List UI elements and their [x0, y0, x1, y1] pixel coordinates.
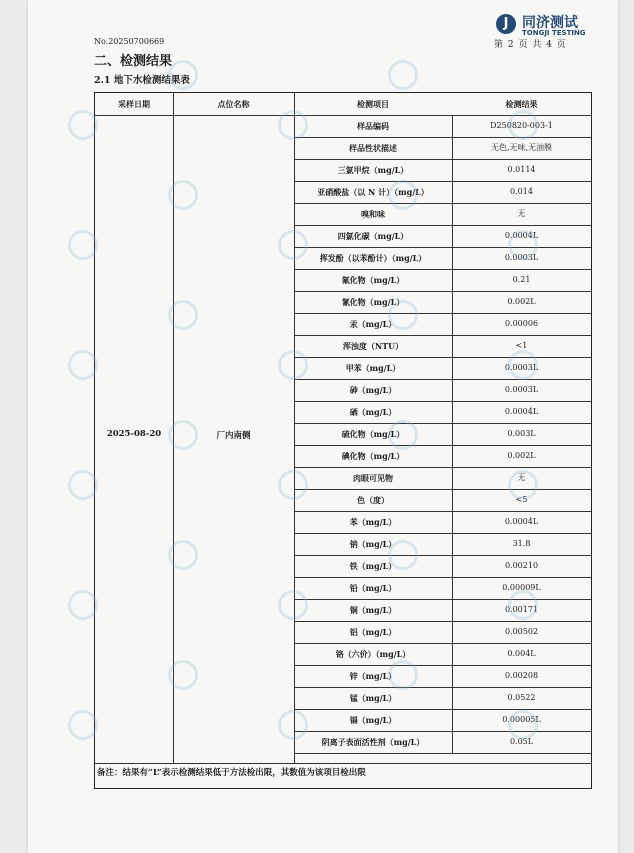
table-row: [294, 731, 591, 754]
seal-watermark-icon: [388, 180, 418, 210]
table-row: [294, 379, 591, 402]
test-result-cell: D250820-003-1: [490, 121, 553, 130]
seal-watermark-icon: [68, 470, 98, 500]
test-result-cell: 0.0114: [507, 165, 536, 174]
test-result-cell: 0.0004L: [504, 517, 539, 526]
test-result-cell: 0.0004L: [504, 407, 539, 416]
table-row: [294, 489, 591, 512]
test-result-cell: 0.00208: [504, 671, 539, 680]
test-item-cell: 铬（六价）（mg/L）: [335, 649, 411, 659]
test-result-cell: 0.05L: [509, 737, 534, 746]
test-item-cell: 铅（mg/L）: [349, 583, 397, 593]
seal-watermark-icon: [68, 230, 98, 260]
seal-watermark-icon: [508, 710, 538, 740]
test-result-cell: 0.004L: [507, 649, 536, 658]
test-result-cell: 0.00210: [504, 561, 539, 570]
test-result-cell: 0.0003L: [504, 385, 539, 394]
note-divider: [95, 763, 591, 764]
table-row: [294, 555, 591, 578]
test-item-cell: 样品性状描述: [349, 143, 397, 153]
document-page: [28, 0, 618, 853]
table-row: [294, 621, 591, 644]
seal-watermark-icon: [68, 350, 98, 380]
seal-watermark-icon: [508, 590, 538, 620]
test-item-cell: 亚硝酸盐（以 N 计）（mg/L）: [317, 187, 429, 197]
test-item-cell: 铁（mg/L）: [349, 561, 397, 571]
table-title: 2.1 地下水检测结果表: [94, 75, 190, 86]
test-item-cell: 浑浊度（NTU）: [342, 341, 404, 351]
test-item-cell: 铜（mg/L）: [349, 605, 397, 615]
seal-watermark-icon: [388, 660, 418, 690]
company-logo: [496, 10, 626, 40]
test-result-cell: 0.00171: [504, 605, 539, 614]
table-row: [294, 291, 591, 314]
table-row: [294, 269, 591, 292]
test-item-cell: 四氯化碳（mg/L）: [337, 231, 409, 241]
table-row: [294, 203, 591, 226]
test-result-cell: 0.0003L: [504, 253, 539, 262]
test-item-cell: 镉（mg/L）: [349, 715, 397, 725]
test-item-cell: 砷（mg/L）: [349, 385, 397, 395]
seal-watermark-icon: [508, 230, 538, 260]
seal-watermark-icon: [168, 660, 198, 690]
test-result-cell: 无色,无味,无油膜: [490, 143, 553, 152]
test-result-cell: 0.00009L: [502, 583, 541, 592]
table-row: [294, 709, 591, 732]
test-result-cell: 0.003L: [507, 429, 536, 438]
test-item-cell: 嗅和味: [361, 209, 385, 219]
table-note: 备注：结果有“L”表示检测结果低于方法检出限，其数值为该项目检出限: [97, 768, 366, 778]
sample-date: 2025-08-20: [106, 429, 162, 439]
table-row: [294, 445, 591, 468]
header-site-name: 点位名称: [217, 99, 250, 109]
seal-watermark-icon: [388, 420, 418, 450]
section-title: 二、检测结果: [94, 54, 173, 69]
test-result-cell: 0.21: [512, 275, 531, 284]
header-test-result: 检测结果: [505, 99, 538, 109]
logo-chinese-text: 同济测试: [522, 15, 578, 31]
test-item-cell: 氰化物（mg/L）: [341, 297, 405, 307]
seal-watermark-icon: [168, 540, 198, 570]
table-row: [294, 643, 591, 666]
header-test-item: 检测项目: [357, 99, 389, 109]
seal-watermark-icon: [68, 710, 98, 740]
seal-watermark-icon: [388, 540, 418, 570]
test-result-cell: 0.0003L: [504, 363, 539, 372]
test-item-cell: 铝（mg/L）: [349, 627, 397, 637]
table-row: [294, 181, 591, 204]
seal-watermark-icon: [68, 590, 98, 620]
table-row: [294, 511, 591, 534]
table-row: [294, 335, 591, 358]
table-row: [294, 687, 591, 710]
test-item-cell: 样品编码: [357, 121, 389, 131]
test-result-cell: 0.00006: [504, 319, 539, 328]
test-result-cell: 0.014: [510, 187, 533, 196]
test-item-cell: 碘化物（mg/L）: [341, 451, 405, 461]
table-row: [294, 599, 591, 622]
seal-watermark-icon: [168, 420, 198, 450]
header-sample-date: 采样日期: [118, 99, 150, 109]
seal-watermark-icon: [278, 470, 308, 500]
table-row: [294, 115, 591, 138]
test-result-cell: 0.002L: [507, 297, 536, 306]
seal-watermark-icon: [168, 300, 198, 330]
seal-watermark-icon: [278, 350, 308, 380]
table-row: [294, 533, 591, 556]
seal-watermark-icon: [278, 710, 308, 740]
seal-watermark-icon: [388, 300, 418, 330]
document-number: No.20250700669: [94, 37, 165, 46]
seal-watermark-icon: [168, 180, 198, 210]
test-result-cell: 无: [517, 473, 526, 482]
logo-english-text: TONGJI TESTING: [522, 29, 586, 37]
test-result-cell: 0.00005L: [502, 715, 541, 724]
test-item-cell: 挥发酚（以苯酚计）（mg/L）: [319, 253, 427, 263]
table-row: [294, 313, 591, 336]
test-item-cell: 钠（mg/L）: [349, 539, 397, 549]
seal-watermark-icon: [388, 60, 418, 90]
seal-watermark-icon: [508, 350, 538, 380]
seal-watermark-icon: [278, 110, 308, 140]
table-row: [294, 225, 591, 248]
table-row: [294, 401, 591, 424]
table-row: [294, 423, 591, 446]
seal-watermark-icon: [168, 60, 198, 90]
test-item-cell: 苯（mg/L）: [349, 517, 397, 527]
test-result-cell: 0.002L: [507, 451, 536, 460]
test-result-cell: 0.00502: [504, 627, 539, 636]
test-result-cell: 无: [517, 209, 526, 218]
test-item-cell: 色（度）: [357, 495, 389, 505]
test-item-cell: 氟化物（mg/L）: [341, 275, 405, 285]
table-row: [294, 159, 591, 182]
test-item-cell: 硫化物（mg/L）: [341, 429, 405, 439]
seal-watermark-icon: [278, 230, 308, 260]
table-row: [294, 467, 591, 490]
test-item-cell: 阴离子表面活性剂（mg/L）: [321, 737, 425, 747]
test-item-cell: 硒（mg/L）: [349, 407, 397, 417]
test-item-cell: 肉眼可见物: [353, 473, 393, 483]
test-item-cell: 甲苯（mg/L）: [345, 363, 401, 373]
test-result-cell: 0.0004L: [504, 231, 539, 240]
seal-watermark-icon: [508, 470, 538, 500]
test-item-cell: 锰（mg/L）: [349, 693, 397, 703]
table-row: [294, 665, 591, 688]
tongji-logo-icon: J: [496, 14, 516, 34]
table-row: [294, 577, 591, 600]
site-name: 厂内南侧: [216, 431, 251, 441]
seal-watermark-icon: [508, 110, 538, 140]
test-result-cell: <5: [515, 495, 528, 504]
test-result-cell: 0.0522: [507, 693, 536, 702]
test-item-cell: 汞（mg/L）: [349, 319, 397, 329]
table-row: [294, 357, 591, 380]
seal-watermark-icon: [68, 110, 98, 140]
test-result-cell: 31.8: [512, 539, 531, 548]
page-indicator: 第 2 页 共 4 页: [494, 40, 567, 50]
table-row: [294, 137, 591, 160]
test-item-cell: 锌（mg/L）: [349, 671, 397, 681]
test-result-cell: <1: [515, 341, 528, 350]
table-row: [294, 247, 591, 270]
test-item-cell: 三氯甲烷（mg/L）: [337, 165, 409, 175]
seal-watermark-icon: [278, 590, 308, 620]
